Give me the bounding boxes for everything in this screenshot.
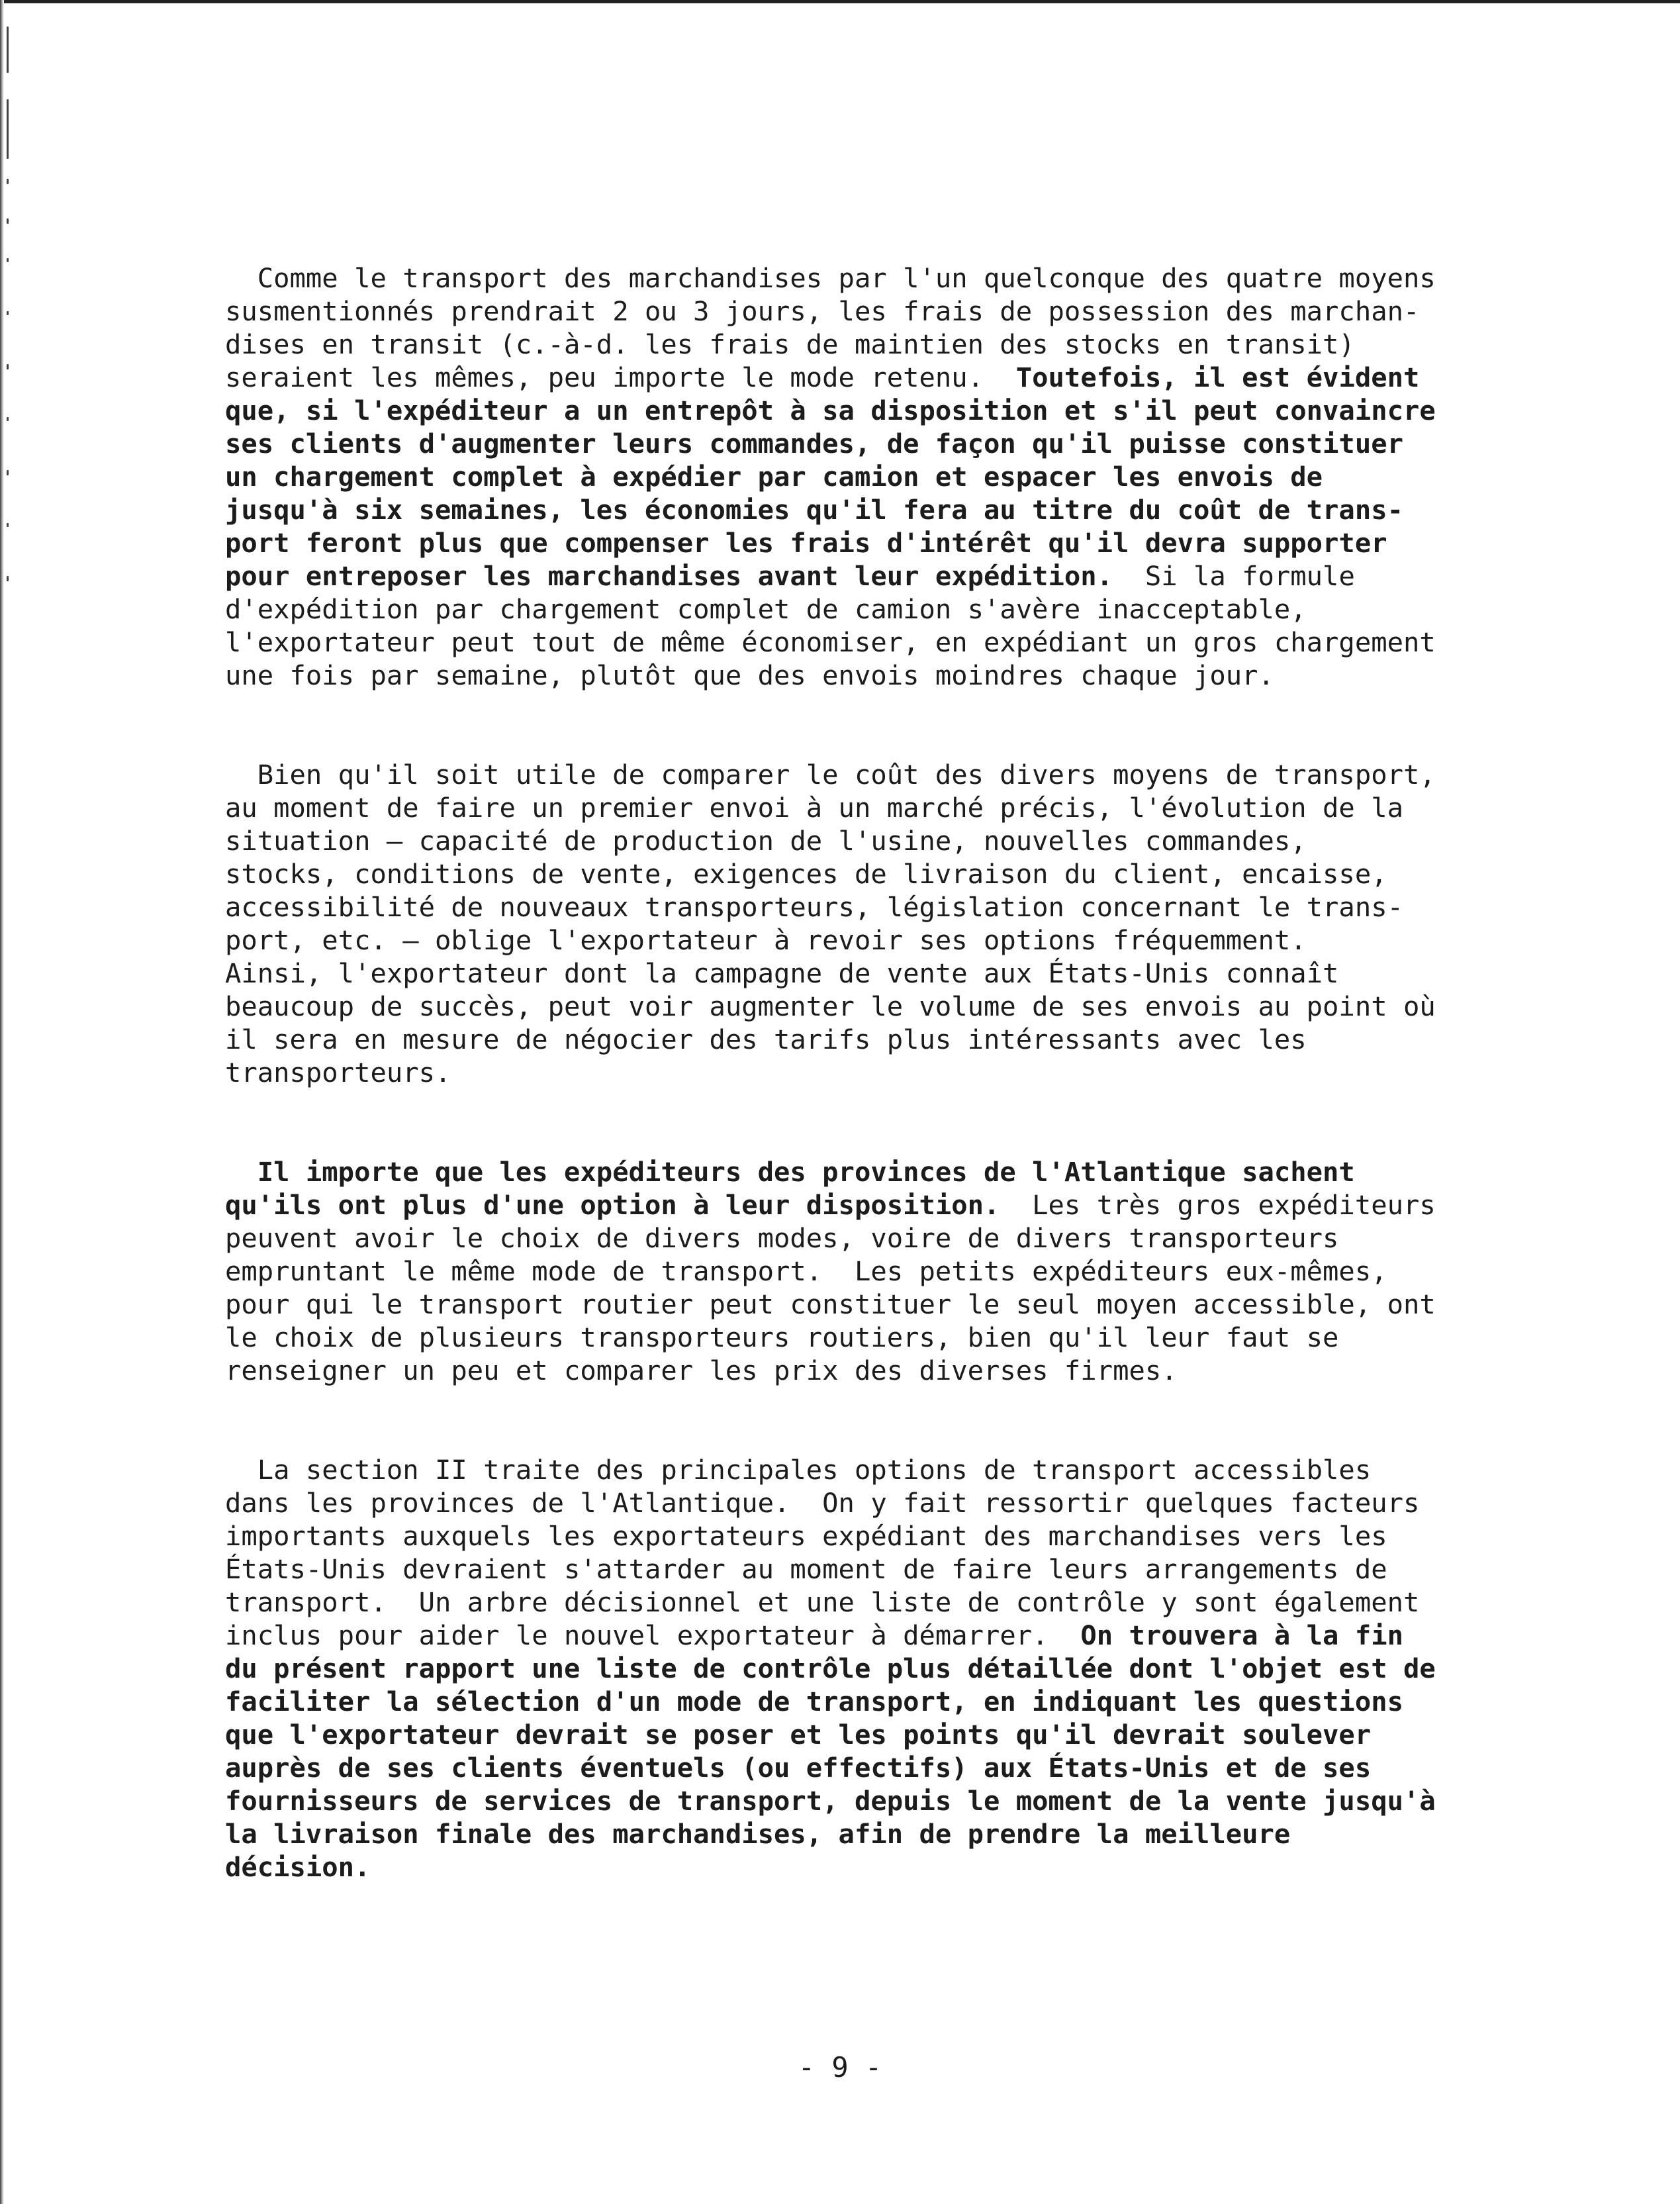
- paragraph-1-text-b: Si la formule d'expédition par chargement complet de camion s'avère inacceptable, l'exportateur peut tout de même économiser, en expédiant un gros chargement une fois par semaine, plutôt que des envois moindres chaque jour.: [225, 560, 1436, 691]
- body-text: [225, 262, 1503, 1950]
- paragraph-1-text-a: Comme le transport des marchandises par l'un quelconque des quatre moyens susmentionnés prendrait 2 ou 3 jours, les frais de possession des marchan- dises en transit (c.-à-d. les frais de maintien des stocks en transit) seraient les mêmes, peu importe le mode retenu.: [225, 262, 1436, 393]
- paragraph-1-text-bold: Toutefois, il est évident que, si l'expéditeur a un entrepôt à sa disposition et s'il peut convaincre ses clients d'augmenter leurs commandes, de façon qu'il puisse constituer un chargement complet à expédier par camion et espacer les envois de jusqu'à six semaines, les économies qu'il fera au titre du coût de trans- port feront plus que compenser les frais d'intérêt qu'il devra supporter pour entreposer les marchandises avant leur expédition.: [225, 361, 1436, 592]
- paragraph-4-text-bold: On trouvera à la fin du présent rapport une liste de contrôle plus détaillée dont l'objet est de faciliter la sélection d'un mode de transport, en indiquant les questions que l'exportateur devrait se poser et les points qu'il devrait soulever auprès de ses clients éventuels (ou effectifs) aux États-Unis et de ses fournisseurs de services de transport, depuis le moment de la vente jusqu'à la livraison finale des marchandises, afin de prendre la meilleure décision.: [225, 1619, 1436, 1883]
- paragraph-4: [225, 1453, 1503, 1884]
- paragraph-4-text-a: La section II traite des principales options de transport accessibles dans les provinces de l'Atlantique. On y fait ressortir quelques facteurs importants auxquels les exportateurs expédiant des marchandises vers les États-Unis devraient s'attarder au moment de faire leurs arrangements de transport. Un arbre décisionnel et une liste de contrôle y sont également inclus pour aider le nouvel exportateur à démarrer.: [225, 1454, 1420, 1651]
- paragraph-2-text: Bien qu'il soit utile de comparer le coût des divers moyens de transport, au moment de faire un premier envoi à un marché précis, l'évolution de la situation — capacité de production de l'usine, nouvelles commandes, stocks, conditions de vente, exigences de livraison du client, encaisse, accessibilité de nouveaux transporteurs, législation concernant le trans- port, etc. — oblige l'exportateur à revoir ses options fréquemment. Ainsi, l'exportateur dont la campagne de vente aux États-Unis connaît beaucoup de succès, peut voir augmenter le volume de ses envois au point où il sera en mesure de négocier des tarifs plus intéressants avec les transporteurs.: [225, 759, 1436, 1088]
- scan-top-border: [0, 0, 1680, 3]
- paragraph-3-text-a: Les très gros expéditeurs peuvent avoir le choix de divers modes, voire de divers transporteurs empruntant le même mode de transport. Les petits expéditeurs eux-mêmes, pour qui le transport routier peut constituer le seul moyen accessible, ont le choix de plusieurs transporteurs routiers, bien qu'il leur faut se renseigner un peu et comparer les prix des diverses firmes.: [225, 1189, 1436, 1386]
- paragraph-2: [225, 758, 1503, 1089]
- page-number: - 9 -: [798, 2051, 882, 2084]
- paragraph-3: [225, 1155, 1503, 1387]
- scan-margin-marks: [5, 20, 13, 616]
- paragraph-1: [225, 262, 1503, 692]
- scan-left-edge: [0, 0, 4, 2204]
- paragraph-3-text-bold: Il importe que les expéditeurs des provinces de l'Atlantique sachent qu'ils ont plus d'une option à leur disposition.: [225, 1156, 1355, 1221]
